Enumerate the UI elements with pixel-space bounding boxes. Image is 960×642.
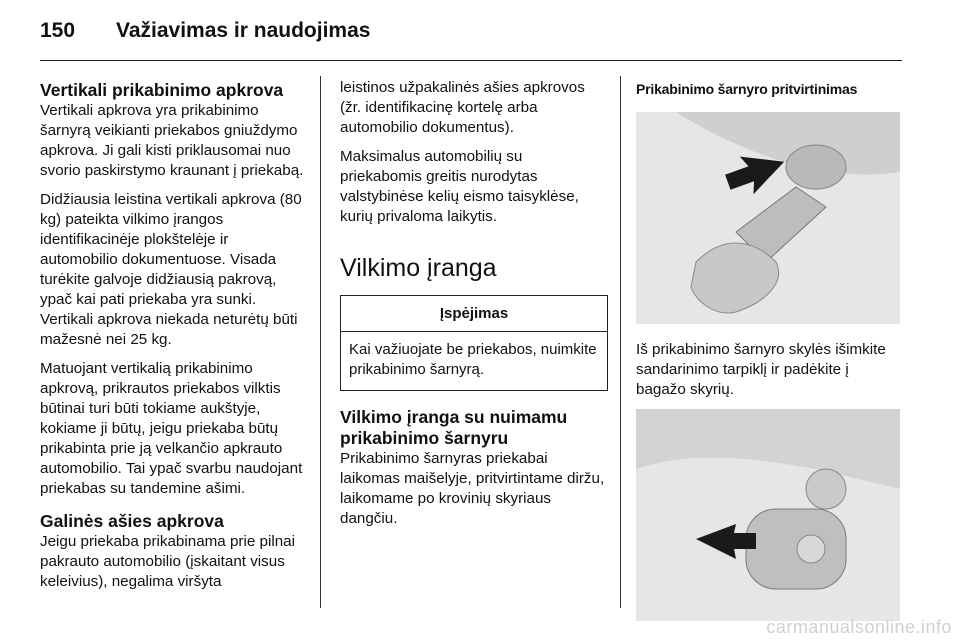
- section-title-rear-axle-load: Galinės ašies apkrova: [40, 511, 224, 531]
- illustration-remove-towbar: [636, 112, 900, 324]
- header-rule: [40, 60, 902, 61]
- section-heading-towing-equipment: Vilkimo įranga: [340, 254, 497, 282]
- column-3: [636, 80, 902, 627]
- paragraph: Didžiausia leistina vertikali apkrova (80 kg) pateikta vilkimo įrangos identifikacinėje plokštelėje ir automobilio dokumentuose. Visada turėkite galvoje didžiausią pakrovą, ypač kai pati priekaba yra sunki. Vertikali apkrova niekada neturėtų būti mažesnė nei 25 kg.: [40, 191, 302, 348]
- warning-box: [340, 295, 608, 391]
- caption: Iš prikabinimo šarnyro skylės išimkite sandarinimo tarpiklį ir padėkite į bagažo skyrių.: [636, 341, 886, 398]
- page-number: 150: [40, 19, 76, 42]
- warning-title: Įspėjimas: [341, 296, 607, 332]
- paragraph: Vertikali apkrova yra prikabinimo šarnyrą veikianti priekabos gniuždymo apkrova. Ji gali kisti priklausomai nuo svorio paskirstymo kraunant į priekabą.: [40, 102, 304, 179]
- illustration-seal-plug: [636, 409, 900, 621]
- subheading-towbar-mounting: Prikabinimo šarnyro pritvirtinimas: [636, 81, 858, 97]
- column-2: [340, 78, 608, 538]
- paragraph: leistinos užpakalinės ašies apkrovos (žr. identifikacinę kortelę arba automobilio dokumentus).: [340, 79, 585, 136]
- paragraph: Jeigu priekaba prikabinama prie pilnai pakrauto automobilio (įskaitant visus keleivius), negalima viršyta: [40, 533, 295, 590]
- column-divider-1: [320, 76, 321, 608]
- section-title-vertical-load: Vertikali prikabinimo apkrova: [40, 80, 284, 100]
- locking-knob: [806, 469, 846, 509]
- hitch-socket: [746, 509, 846, 589]
- section-title-detachable-towbar: Vilkimo įranga su nuimamu prikabinimo šarnyru: [340, 407, 568, 448]
- warning-text: Kai važiuojate be priekabos, nuimkite prikabinimo šarnyrą.: [349, 341, 597, 378]
- chapter-title: Važiavimas ir naudojimas: [116, 19, 371, 42]
- hitch-socket: [786, 145, 846, 189]
- column-divider-2: [620, 76, 621, 608]
- socket-hole: [797, 535, 825, 563]
- paragraph: Maksimalus automobilių su priekabomis greitis nurodytas valstybinėse kelių eismo taisyklėse, kurių privaloma laikytis.: [340, 148, 579, 225]
- column-1: [40, 80, 308, 601]
- paragraph: Matuojant vertikalią prikabinimo apkrovą, prikrautos priekabos vilktis būtinai turi būti tokiame aukštyje, kokiame ji būtų, jeigu priekaba būtų prikabinta prie ją velkančio apkrauto automobilio. Tai ypač svarbu naudojant priekabas su tandemine ašimi.: [40, 360, 303, 497]
- watermark: carmanualsonline.info: [766, 617, 952, 637]
- paragraph: Prikabinimo šarnyras priekabai laikomas maišelyje, pritvirtintame diržu, laikomame po krovinių skyriaus dangčiu.: [340, 450, 605, 527]
